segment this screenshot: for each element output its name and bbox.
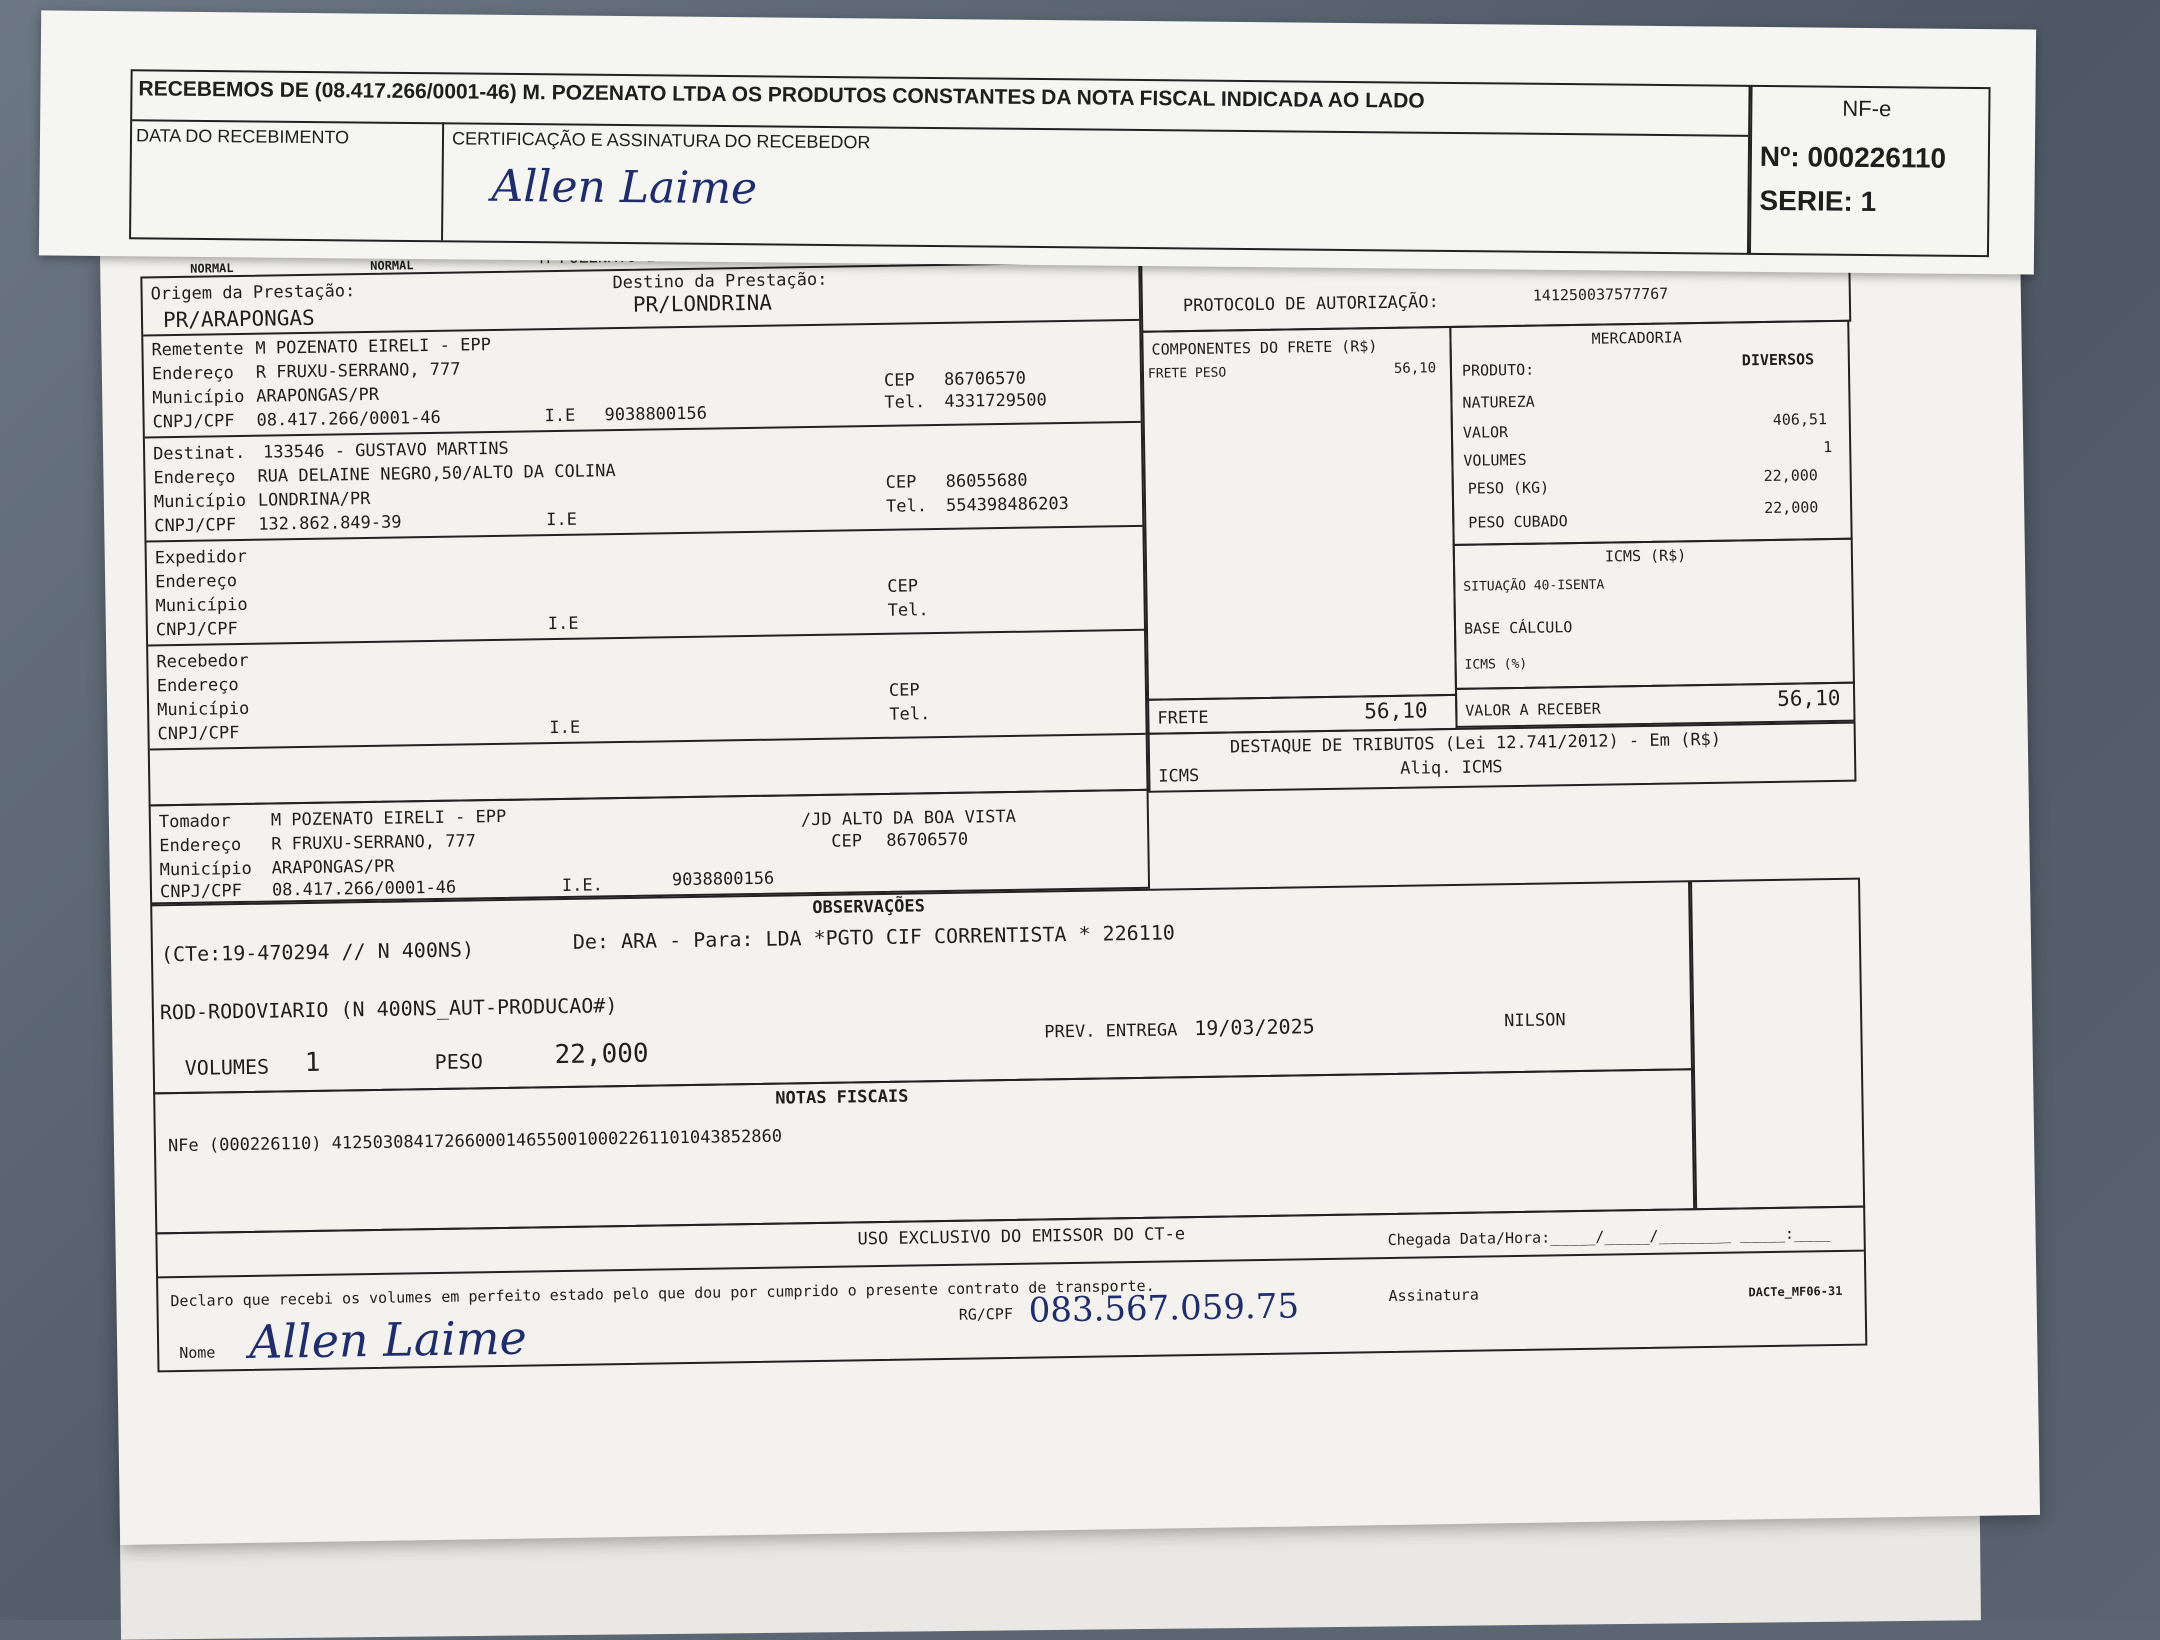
recipient-tel-label: Tel. (885, 496, 928, 517)
receiver-cep-label: CEP (888, 680, 920, 701)
payer-box (149, 789, 1150, 905)
freight-total-label: FRETE (1157, 707, 1209, 729)
operator-name: NILSON (1504, 1010, 1566, 1032)
stub-signature: Allen Laime (491, 160, 758, 215)
amount-due-box (1455, 682, 1856, 728)
payer-cep-label: CEP (831, 831, 863, 852)
shipper-cep-label: CEP (887, 576, 919, 597)
recipient-city: LONDRINA/PR (257, 488, 371, 511)
receiver-ie-label: I.E (549, 717, 581, 739)
volumes-label: VOLUMES (1463, 450, 1527, 470)
obs-volumes-value: 1 (304, 1047, 321, 1079)
invoices-box (153, 1068, 1695, 1234)
shipper-address-label: Endereço (154, 571, 238, 593)
sender-label: Remetente (151, 338, 244, 361)
received-from-text: RECEBEMOS DE (08.417.266/0001-46) M. POZENATO LTDA OS PRODUTOS CONSTANTES DA NOTA FISCAL INDICADA AO LADO (138, 77, 1425, 113)
shipper-ie-label: I.E (547, 613, 579, 635)
rg-handwritten: 083.567.059.75 (1028, 1286, 1300, 1331)
signature-label: Assinatura (1388, 1285, 1479, 1306)
form-code: DACTe_MF06-31 (1748, 1283, 1843, 1300)
amount-due-label: VALOR A RECEBER (1465, 699, 1601, 720)
weight-label: PESO (KG) (1467, 478, 1550, 498)
recipient-address-label: Endereço (153, 467, 236, 489)
weight-value: 22,000 (1763, 466, 1818, 486)
receipt-declaration: Declaro que recebi os volumes em perfeito estado pelo que dou por cumprido o presente contrato de transporte. (170, 1276, 1155, 1311)
sender-tel: 4331729500 (944, 390, 1047, 412)
sender-city-label: Município (152, 386, 245, 409)
parties-box (140, 261, 1148, 807)
payer-address: R FRUXU-SERRANO, 777 (271, 831, 477, 855)
obs-weight-value: 22,000 (554, 1038, 649, 1071)
recipient-ie-label: I.E (546, 509, 578, 531)
payer-address-label: Endereço (159, 835, 242, 857)
protocol-number: 141250037577767 (1532, 284, 1669, 305)
payer-city-label: Município (159, 858, 252, 881)
receipt-stub (39, 10, 2036, 274)
merchandise-box (1449, 320, 1852, 546)
sender-address-label: Endereço (151, 363, 234, 385)
recipient-cep-label: CEP (885, 472, 917, 493)
payer-district: /JD ALTO DA BOA VISTA (800, 806, 1017, 831)
sender-cnpj-label: CNPJ/CPF (152, 411, 235, 433)
origin-value: PR/ARAPONGAS (162, 305, 315, 333)
cubed-weight-label: PESO CUBADO (1468, 512, 1568, 532)
shipper-city-label: Município (155, 594, 248, 617)
sender-name: M POZENATO EIRELI - EPP (255, 335, 492, 359)
freight-components-box (1141, 326, 1457, 701)
freight-weight-value: 56,10 (1393, 360, 1437, 377)
rg-label: RG/CPF (958, 1304, 1014, 1324)
icms-situation: SITUAÇÃO 40-ISENTA (1463, 577, 1605, 595)
freight-weight-label: FRETE PESO (1147, 365, 1227, 382)
value-amount: 406,51 (1772, 410, 1828, 429)
delivery-forecast-date: 19/03/2025 (1194, 1014, 1315, 1041)
freight-components-label: COMPONENTES DO FRETE (R$) (1151, 337, 1378, 359)
torn-normal-1: NORMAL (190, 261, 234, 276)
obs-volumes-label: VOLUMES (184, 1054, 270, 1080)
payer-ie: 9038800156 (671, 868, 775, 891)
sender-address: R FRUXU-SERRANO, 777 (255, 359, 461, 383)
tax-box (1148, 722, 1857, 793)
observations-line-2: ROD-RODOVIARIO (N 400NS_AUT-PRODUCAO#) (159, 993, 618, 1025)
recipient-city-label: Município (153, 490, 247, 513)
invoices-title: NOTAS FISCAIS (775, 1086, 909, 1109)
tax-icms-label: ICMS (1158, 765, 1200, 787)
icms-base-label: BASE CÁLCULO (1463, 618, 1573, 638)
payer-label: Tomador (158, 811, 231, 833)
amount-due-value: 56,10 (1776, 685, 1841, 711)
value-label: VALOR (1462, 423, 1509, 442)
sender-city: ARAPONGAS/PR (256, 384, 380, 407)
destination-value: PR/LONDRINA (632, 290, 773, 317)
observations-title: OBSERVAÇÕES (812, 896, 926, 919)
sender-cnpj: 08.417.266/0001-46 (256, 407, 441, 431)
recipient-cep: 86055680 (945, 470, 1028, 492)
recipient-tel: 554398486203 (945, 493, 1070, 516)
sender-ie-label: I.E (544, 405, 576, 427)
payer-name: M POZENATO EIRELI - EPP (270, 806, 507, 831)
blank-side-box (1690, 878, 1865, 1211)
payer-cnpj-label: CNPJ/CPF (159, 881, 243, 903)
receipt-date-label: DATA DO RECEBIMENTO (135, 125, 350, 148)
nfe-label: NF-e (1842, 95, 1892, 122)
receiver-city-label: Município (156, 698, 250, 721)
payer-ie-label: I.E. (561, 875, 604, 896)
icms-title: ICMS (R$) (1604, 546, 1687, 566)
cubed-weight-value: 22,000 (1764, 498, 1819, 518)
receiver-cnpj-label: CNPJ/CPF (157, 723, 240, 745)
torn-normal-2: NORMAL (370, 258, 414, 273)
icms-percent-label: ICMS (%) (1464, 656, 1528, 673)
volumes-value: 1 (1823, 437, 1833, 457)
footer-box (155, 1206, 1867, 1373)
tax-rate-label: Aliq. ICMS (1400, 757, 1503, 779)
nfe-number: Nº: 000226110 (1759, 140, 1947, 174)
shipper-cnpj-label: CNPJ/CPF (155, 619, 238, 641)
stub-frame (129, 69, 1751, 255)
nature-label: NATUREZA (1462, 392, 1535, 412)
sender-ie: 9038800156 (604, 403, 708, 426)
nfe-number-box (1749, 85, 1991, 257)
icms-box (1453, 538, 1855, 690)
sender-tel-label: Tel. (884, 392, 926, 413)
origin-label: Origem da Prestação: (150, 281, 356, 305)
recipient-cnpj: 132.862.849-39 (258, 512, 402, 535)
payer-cep: 86706570 (886, 829, 969, 851)
dacte-document (100, 225, 2040, 1545)
name-handwritten: Allen Laime (248, 1310, 528, 1369)
receiver-tel-label: Tel. (889, 704, 931, 725)
payer-cnpj: 08.417.266/0001-46 (271, 877, 457, 901)
destination-label: Destino da Prestação: (612, 269, 828, 294)
recipient-cnpj-label: CNPJ/CPF (154, 515, 237, 537)
freight-total-value: 56,10 (1364, 698, 1428, 724)
recipient-address: RUA DELAINE NEGRO,50/ALTO DA COLINA (257, 461, 616, 487)
issuer-exclusive-label: USO EXCLUSIVO DO EMISSOR DO CT-e (857, 1224, 1186, 1250)
tax-title: DESTAQUE DE TRIBUTOS (Lei 12.741/2012) - Em (R$) (1229, 729, 1722, 758)
recipient-name: 133546 - GUSTAVO MARTINS (262, 438, 509, 463)
product-value: DIVERSOS (1741, 350, 1815, 370)
receiver-label: Recebedor (156, 650, 249, 673)
shipper-label: Expedidor (154, 546, 248, 569)
shipper-tel-label: Tel. (887, 600, 929, 621)
sender-cep: 86706570 (943, 368, 1027, 390)
name-label: Nome (179, 1343, 216, 1363)
nfe-series: SERIE: 1 (1759, 184, 1877, 218)
observations-line-1: (CTe:19-470294 // N 400NS) (160, 937, 475, 967)
recipient-label: Destinat. (152, 442, 246, 465)
receiver-address-label: Endereço (156, 675, 239, 697)
certification-label: CERTIFICAÇÃO E ASSINATURA DO RECEBEDOR (451, 128, 871, 153)
protocol-label: PROTOCOLO DE AUTORIZAÇÃO: (1182, 292, 1439, 317)
sender-cep-label: CEP (883, 370, 915, 391)
invoice-line: NFe (000226110) 41250308417266000146550010002261101043852860 (167, 1126, 783, 1157)
arrival-datetime: Chegada Data/Hora:_____/_____/________ _____:____ (1387, 1224, 1831, 1250)
delivery-forecast-label: PREV. ENTREGA (1044, 1020, 1178, 1043)
product-label: PRODUTO: (1461, 360, 1535, 380)
merchandise-title: MERCADORIA (1591, 328, 1682, 348)
obs-weight-label: PESO (434, 1049, 484, 1074)
observations-route: De: ARA - Para: LDA *PGTO CIF CORRENTISTA * 226110 (572, 920, 1176, 954)
payer-city: ARAPONGAS/PR (271, 856, 395, 879)
